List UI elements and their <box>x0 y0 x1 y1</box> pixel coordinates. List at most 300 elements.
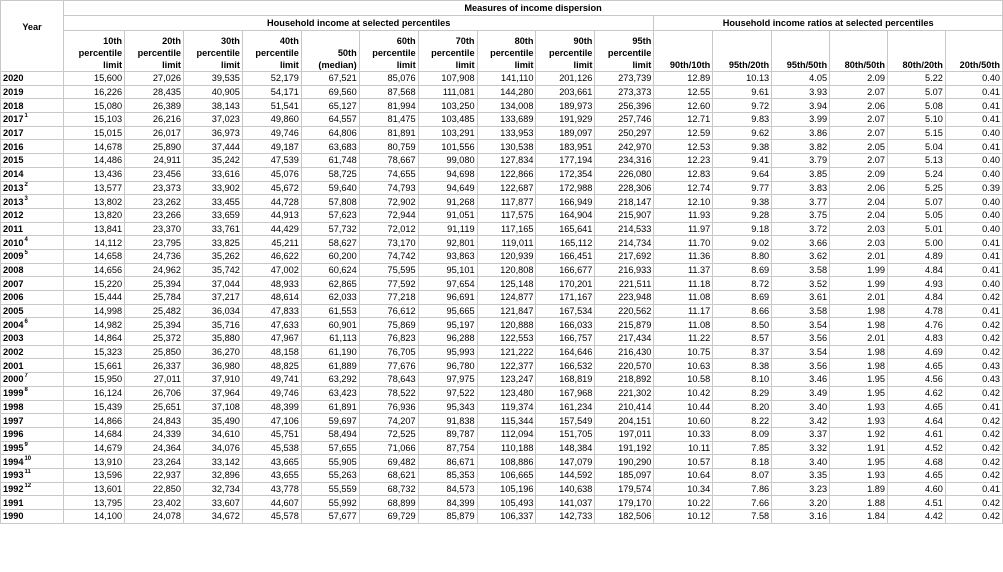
ratio-cell: 8.29 <box>713 386 772 400</box>
income-cell: 39,535 <box>183 72 242 86</box>
table-row <box>1 195 1003 209</box>
year-header: Year <box>1 1 64 72</box>
ratio-cell: 4.61 <box>887 427 945 441</box>
income-cell: 48,399 <box>242 400 301 414</box>
year-cell <box>1 140 64 154</box>
year-label: 2013 <box>3 182 24 193</box>
ratio-cell: 10.44 <box>654 400 713 414</box>
ratio-cell: 2.09 <box>830 167 888 181</box>
ratio-cell: 3.61 <box>772 291 830 305</box>
income-cell: 97,522 <box>418 386 477 400</box>
income-cell: 81,891 <box>359 126 418 140</box>
year-cell <box>1 345 64 359</box>
ratio-cell: 1.95 <box>830 386 888 400</box>
income-cell: 35,242 <box>183 154 242 168</box>
income-cell: 105,493 <box>477 496 536 510</box>
ratio-cell: 12.55 <box>654 85 713 99</box>
ratio-cell: 3.35 <box>772 468 830 482</box>
year-label: 2019 <box>3 87 24 98</box>
ratio-cell: 7.58 <box>713 510 772 524</box>
income-cell: 13,596 <box>64 468 125 482</box>
ratio-cell: 10.11 <box>654 441 713 455</box>
income-cell: 76,705 <box>359 345 418 359</box>
income-cell: 234,316 <box>595 154 654 168</box>
income-cell: 75,869 <box>359 318 418 332</box>
income-cell: 37,044 <box>183 277 242 291</box>
income-cell: 26,389 <box>125 99 184 113</box>
ratio-cell: 1.98 <box>830 345 888 359</box>
ratio-cell: 9.38 <box>713 195 772 209</box>
year-label: 2011 <box>3 223 23 234</box>
income-cell: 25,372 <box>125 332 184 346</box>
income-cell: 77,218 <box>359 291 418 305</box>
ratio-cell: 11.08 <box>654 318 713 332</box>
footnote-marker: 12 <box>24 482 32 489</box>
income-cell: 45,578 <box>242 510 301 524</box>
footnote-marker: 3 <box>24 195 28 202</box>
ratio-cell: 2.07 <box>830 113 888 127</box>
year-cell <box>1 126 64 140</box>
income-cell: 59,640 <box>301 181 359 195</box>
income-cell: 111,081 <box>418 85 477 99</box>
year-cell <box>1 236 64 250</box>
income-cell: 44,913 <box>242 208 301 222</box>
ratio-cell: 0.42 <box>945 468 1002 482</box>
year-cell <box>1 167 64 181</box>
ratio-cell: 0.42 <box>945 386 1002 400</box>
income-cell: 69,560 <box>301 85 359 99</box>
income-cell: 45,672 <box>242 181 301 195</box>
ratio-cell: 9.77 <box>713 181 772 195</box>
income-cell: 14,678 <box>64 140 125 154</box>
ratio-cell: 0.40 <box>945 167 1002 181</box>
column-header: 95th percentile limit <box>595 31 654 72</box>
year-label: 2002 <box>3 347 24 358</box>
year-label: 1992 <box>3 483 24 494</box>
income-cell: 217,434 <box>595 332 654 346</box>
ratio-cell: 1.92 <box>830 427 888 441</box>
ratio-cell: 3.42 <box>772 414 830 428</box>
income-cell: 49,746 <box>242 386 301 400</box>
income-cell: 257,746 <box>595 113 654 127</box>
income-cell: 61,190 <box>301 345 359 359</box>
year-cell <box>1 72 64 86</box>
income-cell: 228,306 <box>595 181 654 195</box>
income-cell: 106,337 <box>477 510 536 524</box>
table-row <box>1 386 1003 400</box>
table-row <box>1 277 1003 291</box>
ratio-cell: 0.41 <box>945 113 1002 127</box>
income-cell: 216,933 <box>595 263 654 277</box>
ratio-cell: 4.76 <box>887 318 945 332</box>
income-cell: 122,687 <box>477 181 536 195</box>
column-header: 30th percentile limit <box>183 31 242 72</box>
year-label: 1995 <box>3 442 24 453</box>
income-cell: 85,879 <box>418 510 477 524</box>
income-cell: 85,076 <box>359 72 418 86</box>
ratio-cell: 1.88 <box>830 496 888 510</box>
ratio-cell: 4.65 <box>887 468 945 482</box>
income-cell: 107,908 <box>418 72 477 86</box>
income-cell: 57,623 <box>301 208 359 222</box>
ratio-cell: 3.54 <box>772 318 830 332</box>
income-cell: 123,480 <box>477 386 536 400</box>
income-cell: 121,847 <box>477 304 536 318</box>
income-cell: 15,015 <box>64 126 125 140</box>
ratio-cell: 3.79 <box>772 154 830 168</box>
income-cell: 110,188 <box>477 441 536 455</box>
year-label: 2018 <box>3 100 24 111</box>
ratio-cell: 3.62 <box>772 249 830 263</box>
year-cell <box>1 373 64 387</box>
ratio-cell: 0.41 <box>945 482 1002 496</box>
table-row <box>1 291 1003 305</box>
income-cell: 54,171 <box>242 85 301 99</box>
income-cell: 48,825 <box>242 359 301 373</box>
income-cell: 23,402 <box>125 496 184 510</box>
ratio-cell: 4.60 <box>887 482 945 496</box>
ratio-cell: 4.65 <box>887 359 945 373</box>
income-cell: 47,633 <box>242 318 301 332</box>
income-cell: 214,533 <box>595 222 654 236</box>
ratio-cell: 5.15 <box>887 126 945 140</box>
income-cell: 86,671 <box>418 455 477 469</box>
ratio-cell: 8.20 <box>713 400 772 414</box>
ratio-cell: 3.93 <box>772 85 830 99</box>
income-cell: 64,557 <box>301 113 359 127</box>
income-cell: 33,825 <box>183 236 242 250</box>
column-header: 95th/50th <box>772 31 830 72</box>
year-label: 2020 <box>3 73 24 84</box>
table-row <box>1 414 1003 428</box>
income-cell: 61,889 <box>301 359 359 373</box>
income-cell: 32,896 <box>183 468 242 482</box>
year-cell <box>1 427 64 441</box>
income-cell: 15,600 <box>64 72 125 86</box>
table-row <box>1 468 1003 482</box>
income-cell: 117,165 <box>477 222 536 236</box>
table-row <box>1 510 1003 524</box>
income-cell: 189,973 <box>536 99 595 113</box>
income-cell: 16,226 <box>64 85 125 99</box>
ratio-cell: 11.37 <box>654 263 713 277</box>
income-cell: 37,108 <box>183 400 242 414</box>
ratio-cell: 9.41 <box>713 154 772 168</box>
income-cell: 57,655 <box>301 441 359 455</box>
income-cell: 197,011 <box>595 427 654 441</box>
column-header: 90th/10th <box>654 31 713 72</box>
ratio-cell: 3.66 <box>772 236 830 250</box>
income-cell: 60,200 <box>301 249 359 263</box>
ratio-cell: 0.42 <box>945 332 1002 346</box>
footnote-marker: 8 <box>24 387 28 394</box>
income-cell: 59,697 <box>301 414 359 428</box>
super-header: Measures of income dispersion <box>64 1 1003 16</box>
ratio-cell: 12.23 <box>654 154 713 168</box>
income-cell: 67,521 <box>301 72 359 86</box>
ratio-cell: 4.78 <box>887 304 945 318</box>
footnote-marker: 9 <box>24 441 28 448</box>
income-cell: 179,574 <box>595 482 654 496</box>
income-cell: 45,751 <box>242 427 301 441</box>
income-cell: 157,549 <box>536 414 595 428</box>
income-cell: 14,866 <box>64 414 125 428</box>
income-cell: 27,011 <box>125 373 184 387</box>
ratio-cell: 0.42 <box>945 496 1002 510</box>
income-cell: 75,595 <box>359 263 418 277</box>
income-cell: 24,078 <box>125 510 184 524</box>
footnote-marker: 4 <box>24 236 28 243</box>
income-cell: 55,905 <box>301 455 359 469</box>
income-cell: 13,601 <box>64 482 125 496</box>
income-cell: 15,323 <box>64 345 125 359</box>
income-cell: 133,953 <box>477 126 536 140</box>
income-cell: 93,863 <box>418 249 477 263</box>
income-cell: 58,627 <box>301 236 359 250</box>
footnote-marker: 7 <box>24 373 28 380</box>
income-cell: 37,444 <box>183 140 242 154</box>
ratio-cell: 4.69 <box>887 345 945 359</box>
income-cell: 210,414 <box>595 400 654 414</box>
ratio-cell: 4.93 <box>887 277 945 291</box>
ratio-cell: 0.40 <box>945 154 1002 168</box>
table-row <box>1 304 1003 318</box>
ratio-cell: 0.40 <box>945 72 1002 86</box>
income-cell: 25,394 <box>125 277 184 291</box>
income-cell: 33,455 <box>183 195 242 209</box>
income-cell: 85,353 <box>418 468 477 482</box>
income-cell: 48,158 <box>242 345 301 359</box>
ratio-cell: 3.40 <box>772 400 830 414</box>
income-cell: 47,539 <box>242 154 301 168</box>
income-cell: 14,998 <box>64 304 125 318</box>
income-cell: 78,667 <box>359 154 418 168</box>
income-cell: 26,337 <box>125 359 184 373</box>
ratio-cell: 4.42 <box>887 510 945 524</box>
income-cell: 40,905 <box>183 85 242 99</box>
year-cell <box>1 195 64 209</box>
income-cell: 108,886 <box>477 455 536 469</box>
income-cell: 36,034 <box>183 304 242 318</box>
income-cell: 25,651 <box>125 400 184 414</box>
income-cell: 140,638 <box>536 482 595 496</box>
ratio-cell: 12.83 <box>654 167 713 181</box>
year-cell <box>1 496 64 510</box>
income-cell: 215,907 <box>595 208 654 222</box>
income-cell: 14,486 <box>64 154 125 168</box>
income-cell: 26,017 <box>125 126 184 140</box>
ratio-cell: 0.41 <box>945 249 1002 263</box>
income-cell: 72,902 <box>359 195 418 209</box>
income-cell: 23,373 <box>125 181 184 195</box>
ratio-cell: 3.52 <box>772 277 830 291</box>
income-cell: 97,975 <box>418 373 477 387</box>
income-cell: 14,658 <box>64 249 125 263</box>
income-cell: 69,482 <box>359 455 418 469</box>
income-cell: 97,654 <box>418 277 477 291</box>
income-cell: 120,939 <box>477 249 536 263</box>
column-header: 20th/50th <box>945 31 1002 72</box>
year-label: 2015 <box>3 155 24 166</box>
income-cell: 24,962 <box>125 263 184 277</box>
income-cell: 35,742 <box>183 263 242 277</box>
ratio-cell: 12.89 <box>654 72 713 86</box>
ratio-cell: 0.40 <box>945 195 1002 209</box>
ratio-cell: 4.05 <box>772 72 830 86</box>
income-cell: 24,736 <box>125 249 184 263</box>
income-cell: 45,211 <box>242 236 301 250</box>
year-label: 2004 <box>3 319 24 330</box>
income-cell: 182,506 <box>595 510 654 524</box>
income-cell: 77,592 <box>359 277 418 291</box>
ratio-cell: 8.10 <box>713 373 772 387</box>
income-cell: 120,888 <box>477 318 536 332</box>
ratio-cell: 8.80 <box>713 249 772 263</box>
income-cell: 45,076 <box>242 167 301 181</box>
income-cell: 166,677 <box>536 263 595 277</box>
ratio-cell: 4.62 <box>887 386 945 400</box>
ratio-cell: 1.98 <box>830 304 888 318</box>
ratio-cell: 7.85 <box>713 441 772 455</box>
year-label: 1997 <box>3 415 24 426</box>
income-cell: 16,124 <box>64 386 125 400</box>
footnote-marker: 6 <box>24 318 28 325</box>
footnote-marker: 10 <box>24 455 32 462</box>
income-cell: 92,801 <box>418 236 477 250</box>
income-cell: 23,795 <box>125 236 184 250</box>
income-cell: 214,734 <box>595 236 654 250</box>
year-label: 1993 <box>3 470 24 481</box>
income-cell: 28,435 <box>125 85 184 99</box>
table-row <box>1 72 1003 86</box>
income-cell: 72,944 <box>359 208 418 222</box>
table-row <box>1 263 1003 277</box>
income-cell: 36,270 <box>183 345 242 359</box>
income-cell: 47,106 <box>242 414 301 428</box>
income-cell: 43,655 <box>242 468 301 482</box>
year-cell <box>1 154 64 168</box>
income-cell: 13,820 <box>64 208 125 222</box>
income-cell: 89,787 <box>418 427 477 441</box>
income-cell: 64,806 <box>301 126 359 140</box>
income-cell: 216,430 <box>595 345 654 359</box>
income-cell: 63,683 <box>301 140 359 154</box>
income-cell: 201,126 <box>536 72 595 86</box>
ratio-cell: 5.01 <box>887 222 945 236</box>
income-cell: 60,624 <box>301 263 359 277</box>
ratio-cell: 3.94 <box>772 99 830 113</box>
income-cell: 68,621 <box>359 468 418 482</box>
income-cell: 119,374 <box>477 400 536 414</box>
income-cell: 84,573 <box>418 482 477 496</box>
year-label: 2016 <box>3 141 24 152</box>
income-cell: 204,151 <box>595 414 654 428</box>
year-label: 2017 <box>3 128 24 139</box>
income-cell: 148,384 <box>536 441 595 455</box>
ratio-cell: 2.04 <box>830 195 888 209</box>
ratio-cell: 5.05 <box>887 208 945 222</box>
table-row <box>1 113 1003 127</box>
ratio-cell: 3.32 <box>772 441 830 455</box>
ratio-cell: 2.01 <box>830 249 888 263</box>
income-cell: 168,819 <box>536 373 595 387</box>
income-cell: 91,119 <box>418 222 477 236</box>
income-cell: 95,101 <box>418 263 477 277</box>
ratio-cell: 2.03 <box>830 236 888 250</box>
income-cell: 32,734 <box>183 482 242 496</box>
income-cell: 130,538 <box>477 140 536 154</box>
year-cell <box>1 510 64 524</box>
ratio-cell: 3.16 <box>772 510 830 524</box>
income-cell: 13,577 <box>64 181 125 195</box>
table-row <box>1 359 1003 373</box>
table-row <box>1 236 1003 250</box>
ratio-cell: 4.64 <box>887 414 945 428</box>
column-header: 40th percentile limit <box>242 31 301 72</box>
year-cell <box>1 359 64 373</box>
ratio-cell: 12.53 <box>654 140 713 154</box>
income-cell: 177,194 <box>536 154 595 168</box>
year-label: 2000 <box>3 374 24 385</box>
ratio-cell: 3.23 <box>772 482 830 496</box>
column-header: 20th percentile limit <box>125 31 184 72</box>
income-cell: 49,860 <box>242 113 301 127</box>
income-cell: 185,097 <box>595 468 654 482</box>
income-cell: 78,522 <box>359 386 418 400</box>
income-cell: 151,705 <box>536 427 595 441</box>
ratio-cell: 4.84 <box>887 291 945 305</box>
income-cell: 106,665 <box>477 468 536 482</box>
income-cell: 123,247 <box>477 373 536 387</box>
ratio-cell: 10.58 <box>654 373 713 387</box>
income-cell: 141,037 <box>536 496 595 510</box>
year-label: 1990 <box>3 511 24 522</box>
year-label: 2001 <box>3 360 24 371</box>
income-cell: 256,396 <box>595 99 654 113</box>
income-cell: 133,689 <box>477 113 536 127</box>
income-cell: 57,677 <box>301 510 359 524</box>
year-label: 1998 <box>3 401 24 412</box>
income-cell: 61,891 <box>301 400 359 414</box>
ratio-cell: 12.71 <box>654 113 713 127</box>
year-label: 2012 <box>3 210 24 221</box>
ratio-cell: 12.60 <box>654 99 713 113</box>
income-cell: 14,656 <box>64 263 125 277</box>
table-row <box>1 181 1003 195</box>
ratio-cell: 0.42 <box>945 510 1002 524</box>
ratio-cell: 10.13 <box>713 72 772 86</box>
income-cell: 77,676 <box>359 359 418 373</box>
income-cell: 76,823 <box>359 332 418 346</box>
income-cell: 191,929 <box>536 113 595 127</box>
footnote-marker: 1 <box>24 113 28 120</box>
income-cell: 13,841 <box>64 222 125 236</box>
income-cell: 190,290 <box>595 455 654 469</box>
income-cell: 63,423 <box>301 386 359 400</box>
income-cell: 87,754 <box>418 441 477 455</box>
income-cell: 37,217 <box>183 291 242 305</box>
income-cell: 166,033 <box>536 318 595 332</box>
income-cell: 48,614 <box>242 291 301 305</box>
table-row <box>1 482 1003 496</box>
ratio-cell: 4.89 <box>887 249 945 263</box>
ratio-cell: 9.64 <box>713 167 772 181</box>
ratio-cell: 0.40 <box>945 208 1002 222</box>
ratio-cell: 0.42 <box>945 318 1002 332</box>
ratio-cell: 0.43 <box>945 359 1002 373</box>
ratio-cell: 3.54 <box>772 345 830 359</box>
income-cell: 57,808 <box>301 195 359 209</box>
